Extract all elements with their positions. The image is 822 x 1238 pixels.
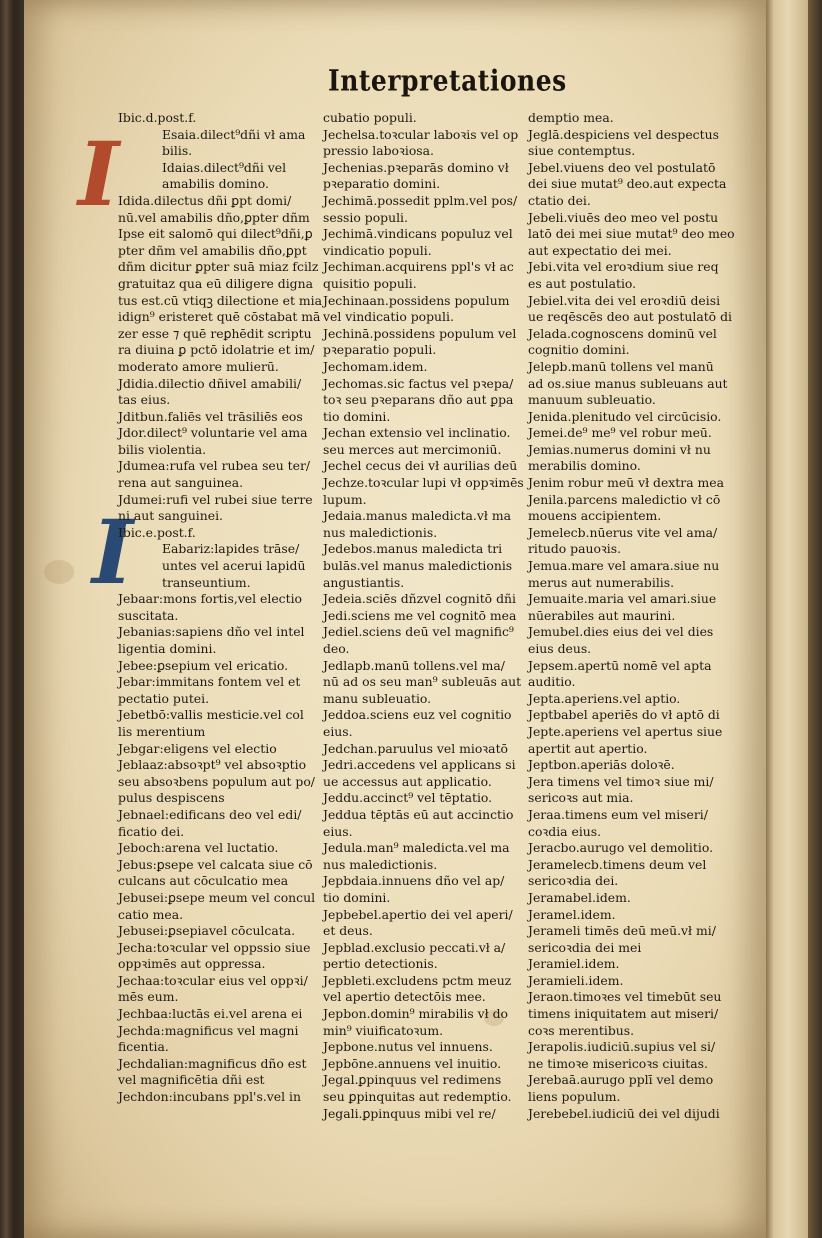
text-line: quisitio populi. <box>323 275 417 291</box>
text-line: pressio laboꝛiosa. <box>323 143 434 159</box>
text-line: pulus despiscens <box>118 790 225 806</box>
text-line: idign⁹ eristeret quē cōstabat mā <box>118 309 321 325</box>
text-line: siue contemptus. <box>528 143 636 159</box>
text-line: ad os.siue manus subleuans aut <box>528 375 728 391</box>
text-line: Jebar:immitans fontem vel et <box>118 674 301 690</box>
text-line: Jechiman.acquirens ppl's vł ac <box>323 259 514 275</box>
text-line: rena aut sanguinea. <box>118 475 244 491</box>
text-line: Jechinā.possidens populum vel <box>323 325 517 341</box>
text-line: zer esse ⁊ quē reꝑhēdit scriptu <box>118 325 312 341</box>
text-line: Jebetbō:vallis mesticie.vel col <box>118 707 304 723</box>
text-line: Jebgar:eligens vel electio <box>118 740 277 756</box>
text-column-right <box>528 110 733 1122</box>
text-line: Jedi.sciens me vel cognitō mea <box>323 607 517 623</box>
text-line: ni aut sanguinei. <box>118 508 223 524</box>
text-line: Jemei.de⁹ me⁹ vel robur meū. <box>528 425 712 441</box>
text-line: Jerebebel.iudiciū dei vel dijudi <box>528 1105 720 1121</box>
text-line: Jemua.mare vel amara.siue nu <box>528 558 720 574</box>
text-line: Jeptbabel aperiēs do vł aptō di <box>528 707 720 723</box>
text-line: Jditbun.faliēs vel trāsiliēs eos <box>118 408 303 424</box>
text-line: auditio. <box>528 674 576 690</box>
text-line: moderato amore mulierū. <box>118 358 279 374</box>
text-line: coꝛdia eius. <box>528 823 602 839</box>
text-line: Jechinaan.possidens populum <box>323 292 510 308</box>
text-line: Jepbone.nutus vel innuens. <box>323 1039 493 1055</box>
text-line: pertio detectionis. <box>323 956 438 972</box>
text-line: Jepsem.apertū nomē vel apta <box>528 657 712 673</box>
text-line: Jeboch:arena vel luctatio. <box>118 840 279 856</box>
text-line: es aut postulatio. <box>528 275 637 291</box>
text-line: liens populum. <box>528 1089 621 1105</box>
text-line: sericoꝛdia dei mei <box>528 939 642 955</box>
text-line: ra diuina ꝑ pctō idolatrie et im/ <box>118 342 315 358</box>
text-line: Jeramieli.idem. <box>528 972 624 988</box>
decorated-initial-red: I <box>78 122 120 226</box>
text-line: angustiantis. <box>323 574 405 590</box>
text-line: latō dei mei siue mutat⁹ deo meo <box>528 226 735 242</box>
text-line: Jepte.aperiens vel apertus siue <box>528 723 723 739</box>
text-line: nū.vel amabilis dño,ꝑpter dñm <box>118 209 310 225</box>
text-line: Jechda:magnificus vel magni <box>118 1022 299 1038</box>
text-line: pectatio putei. <box>118 690 210 706</box>
text-line: deo. <box>323 641 350 656</box>
text-line: Jeptbon.aperiās doloꝛē. <box>528 757 675 773</box>
text-line: Jenida.plenitudo vel circūcisio. <box>528 408 722 424</box>
text-line: Jebanias:sapiens dño vel intel <box>118 624 305 640</box>
text-line: Jdumea:rufa vel rubea seu ter/ <box>118 458 311 474</box>
text-line: Jechan extensio vel inclinatio. <box>323 425 511 441</box>
text-line: sericoꝛdia dei. <box>528 873 619 889</box>
text-line: Idida.dilectus dñi ꝑpt domi/ <box>118 192 292 208</box>
text-line: Jedri.accedens vel applicans si <box>323 757 516 773</box>
text-line: Jerapolis.iudiciū.supius vel si/ <box>528 1039 716 1055</box>
text-line: demptio mea. <box>528 110 614 125</box>
text-line: Jediel.sciens deū vel magnific⁹ <box>323 624 514 640</box>
text-line: Jeddua tēptās eū aut accinctio <box>323 806 514 822</box>
text-line: merabilis domino. <box>528 458 641 474</box>
text-line: Jeddoa.sciens euz vel cognitio <box>323 707 512 723</box>
text-line: catio mea. <box>118 906 184 922</box>
text-line: Jechaa:toꝛcular eius vel oppꝛi/ <box>118 972 308 988</box>
text-line: Jebi.vita vel eroꝛdium siue req <box>528 259 719 275</box>
text-line: dei siue mutat⁹ deo.aut expecta <box>528 176 727 192</box>
text-line: Jenila.parcens maledictio vł cō <box>528 491 721 507</box>
text-line: Jechimā.possedit pplm.vel pos/ <box>323 192 518 208</box>
text-line: ue accessus aut applicatio. <box>323 773 492 789</box>
text-line: Jemias.numerus domini vł nu <box>528 441 711 457</box>
text-line: Jdidia.dilectio dñivel amabili/ <box>118 375 302 391</box>
text-line: nus maledictionis. <box>323 856 438 872</box>
text-line: Jebus:ꝑsepe vel calcata siue cō <box>118 856 313 872</box>
text-line: cubatio populi. <box>323 110 417 125</box>
text-line: mēs eum. <box>118 989 179 1005</box>
text-line: Jechomas.sic factus vel pꝛepa/ <box>323 375 514 391</box>
text-line: pꝛeparatio populi. <box>323 342 437 358</box>
text-line: Jeramabel.idem. <box>528 889 631 905</box>
text-line: Jdor.dilect⁹ voluntarie vel ama <box>118 425 308 441</box>
text-line: Jelepb.manū tollens vel manū <box>528 358 714 374</box>
text-line: dñm dicitur ꝑpter suā miaz fcilz <box>118 259 319 275</box>
text-line: Jemelecb.nūerus vite vel ama/ <box>528 524 718 540</box>
text-line: Jedlapb.manū tollens.vel ma/ <box>323 657 505 673</box>
text-line: oppꝛimēs aut oppressa. <box>118 956 266 972</box>
text-line: manuum subleuatio. <box>528 392 656 408</box>
text-line: tio domini. <box>323 889 391 905</box>
text-line: Jeddu.accinct⁹ vel tēptatio. <box>323 790 493 806</box>
text-line: Jemuaite.maria vel amari.siue <box>528 591 717 607</box>
text-line: Jeracbo.aurugo vel demolitio. <box>528 840 714 856</box>
text-line: sericoꝛs aut mia. <box>528 790 634 806</box>
text-column-left <box>118 110 323 1106</box>
text-line: Jedebos.manus maledicta tri <box>323 541 503 557</box>
text-line: Jechdalian:magnificus dño est <box>118 1055 307 1071</box>
text-line: Jebnael:edificans deo vel edi/ <box>118 806 302 822</box>
text-line: cognitio domini. <box>528 342 630 358</box>
text-line: ne timoꝛe misericoꝛs ciuitas. <box>528 1055 708 1071</box>
text-line: Jechze.toꝛcular lupi vł oppꝛimēs <box>323 475 524 491</box>
text-line: bulās.vel manus maledictionis <box>323 558 513 574</box>
text-line: toꝛ seu pꝛeparans dño aut ꝑpa <box>323 392 514 408</box>
text-line: Jedchan.paruulus vel mioꝛatō <box>323 740 509 756</box>
text-line: seu ꝑpinquitas aut redemptio. <box>323 1089 512 1105</box>
page-stain <box>44 560 74 584</box>
text-line: Jechdon:incubans ppl's.vel in <box>118 1089 301 1105</box>
text-line: et deus. <box>323 923 373 939</box>
text-line: amabilis domino. <box>162 176 269 192</box>
text-line: Jechel cecus dei vł aurilias deū <box>323 458 518 474</box>
text-line: Jegal.ꝑpinquus vel redimens <box>323 1072 502 1088</box>
text-line: pter dñm vel amabilis dño,ꝑpt <box>118 242 307 258</box>
text-line: Jepbdaia.innuens dño vel ap/ <box>323 873 505 889</box>
text-line: Esaia.dilect⁹dñi vł ama <box>162 126 306 142</box>
text-line: eius. <box>323 723 353 739</box>
text-line: Jepblad.exclusio peccati.vł a/ <box>323 939 506 955</box>
text-line: Idaias.dilect⁹dñi vel <box>162 159 287 175</box>
text-line: transeuntium. <box>162 574 251 590</box>
text-line: aut expectatio dei mei. <box>528 242 672 258</box>
text-line: tio domini. <box>323 408 391 424</box>
text-line: Jepbon.domin⁹ mirabilis vł do <box>323 1006 509 1022</box>
text-line: Jeraa.timens eum vel miseri/ <box>528 806 708 822</box>
text-line: ficatio dei. <box>118 823 185 839</box>
text-line: manu subleuatio. <box>323 690 432 706</box>
text-line: Jerebaā.aurugo pplī vel demo <box>528 1072 714 1088</box>
text-line: nū ad os seu man⁹ subleuās aut <box>323 674 522 690</box>
text-line: culcans aut cōculcatio mea <box>118 873 289 889</box>
text-line: Jedaia.manus maledicta.vł ma <box>323 508 511 524</box>
text-line: lupum. <box>323 491 367 507</box>
text-line: Jebaar:mons fortis,vel electio <box>118 591 303 607</box>
text-line: suscitata. <box>118 607 179 623</box>
text-line: Jepta.aperiens.vel aptio. <box>528 690 681 706</box>
text-line: ritudo pauoꝛis. <box>528 541 622 557</box>
text-line: Jechomam.idem. <box>323 358 428 374</box>
text-line: vindicatio populi. <box>323 242 432 258</box>
text-line: tas eius. <box>118 392 171 408</box>
text-column-middle <box>323 110 523 1122</box>
text-line: Jechbaa:luctās ei.vel arena ei <box>118 1006 303 1022</box>
text-line: Eabariz:lapides trāse/ <box>162 541 300 557</box>
text-line: mouens accipientem. <box>528 508 662 524</box>
text-line: Jepbleti.excludens pctm meuz <box>323 972 512 988</box>
text-line: Ibic.d.post.f. <box>118 110 197 125</box>
text-line: Ibic.e.post.f. <box>118 524 196 540</box>
text-line: Jeraon.timoꝛes vel timebūt seu <box>528 989 722 1005</box>
text-line: Jechimā.vindicans populuz vel <box>323 226 513 242</box>
text-line: Jeramiel.idem. <box>528 956 620 972</box>
text-line: untes vel acerui lapidū <box>162 558 306 574</box>
text-line: Jepbebel.apertio dei vel aperi/ <box>323 906 513 922</box>
text-line: Jedula.man⁹ maledicta.vel ma <box>323 840 510 856</box>
text-line: min⁹ viuificatoꝛum. <box>323 1022 444 1038</box>
text-line: sessio populi. <box>323 209 408 225</box>
text-line: Jera timens vel timoꝛ siue mi/ <box>528 773 714 789</box>
text-line: Jelada.cognoscens dominū vel <box>528 325 717 341</box>
text-line: Jemubel.dies eius dei vel dies <box>528 624 714 640</box>
text-line: Jebeli.viuēs deo meo vel postu <box>528 209 719 225</box>
text-line: Jebel.viuens deo vel postulatō <box>528 159 716 175</box>
text-line: Jenim robur meū vł dextra mea <box>528 475 724 491</box>
text-line: vel apertio detectōis mee. <box>323 989 486 1005</box>
text-line: vel vindicatio populi. <box>323 309 454 325</box>
text-line: ctatio dei. <box>528 192 591 208</box>
book-binding <box>808 0 822 1238</box>
text-line: bilis. <box>162 143 193 159</box>
text-line: tus est.cū vtiqꝫ dilectione et mia <box>118 292 323 308</box>
text-line: Jdumei:rufi vel rubei siue terre <box>118 491 313 507</box>
text-line: Ipse eit salomō qui dilect⁹dñi,ꝑ <box>118 226 313 242</box>
text-line: Jebusei:ꝑsepe meum vel concul <box>118 889 316 905</box>
text-line: lis merentium <box>118 723 206 739</box>
text-line: seu absoꝛbens populum aut po/ <box>118 773 315 789</box>
text-line: Jechelsa.toꝛcular laboꝛis vel op <box>323 126 519 142</box>
text-line: Jegali.ꝑpinquus mibi vel re/ <box>323 1105 496 1121</box>
text-line: Jecha:toꝛcular vel oppssio siue <box>118 939 311 955</box>
text-line: Jeblaaz:absoꝛpt⁹ vel absoꝛptio <box>118 757 307 773</box>
text-line: nus maledictionis. <box>323 524 438 540</box>
text-line: Jebusei:ꝑsepiavel cōculcata. <box>118 923 296 939</box>
text-line: merus aut numerabilis. <box>528 574 675 590</box>
text-line: Jeramel.idem. <box>528 906 616 922</box>
text-line: ligentia domini. <box>118 641 217 656</box>
text-line: apertit aut apertio. <box>528 740 648 756</box>
text-line: gratuitaz qua eū diligere digna <box>118 275 313 291</box>
text-line: timens iniquitatem aut miseri/ <box>528 1006 719 1022</box>
decorated-initial-blue: I <box>92 500 134 604</box>
text-line: Jechenias.pꝛeparās domino vł <box>323 159 509 175</box>
text-line: Jepbōne.annuens vel inuitio. <box>323 1055 502 1071</box>
page-heading: Interpretationes <box>328 63 567 98</box>
text-line: eius. <box>323 823 353 839</box>
text-line: eius deus. <box>528 641 592 656</box>
text-line: Jeramelecb.timens deum vel <box>528 856 707 872</box>
text-line: vel magnificētia dñi est <box>118 1072 265 1088</box>
text-line: Jeglā.despiciens vel despectus <box>528 126 719 142</box>
text-line: Jebiel.vita dei vel eroꝛdiū deisi <box>528 292 721 308</box>
text-line: Jebee:ꝑsepium vel ericatio. <box>118 657 289 673</box>
text-line: Jedeia.sciēs dñzvel cognitō dñi <box>323 591 516 607</box>
text-line: seu merces aut mercimoniū. <box>323 441 502 457</box>
text-line: nūerabiles aut maurini. <box>528 607 676 623</box>
text-line: pꝛeparatio domini. <box>323 176 441 192</box>
text-line: ue reqēscēs deo aut postulatō di <box>528 309 732 325</box>
text-line: ficentia. <box>118 1039 169 1055</box>
text-line: bilis violentia. <box>118 441 207 457</box>
text-line: coꝛs merentibus. <box>528 1022 635 1038</box>
text-line: Jerameli timēs deū meū.vł mi/ <box>528 923 716 939</box>
